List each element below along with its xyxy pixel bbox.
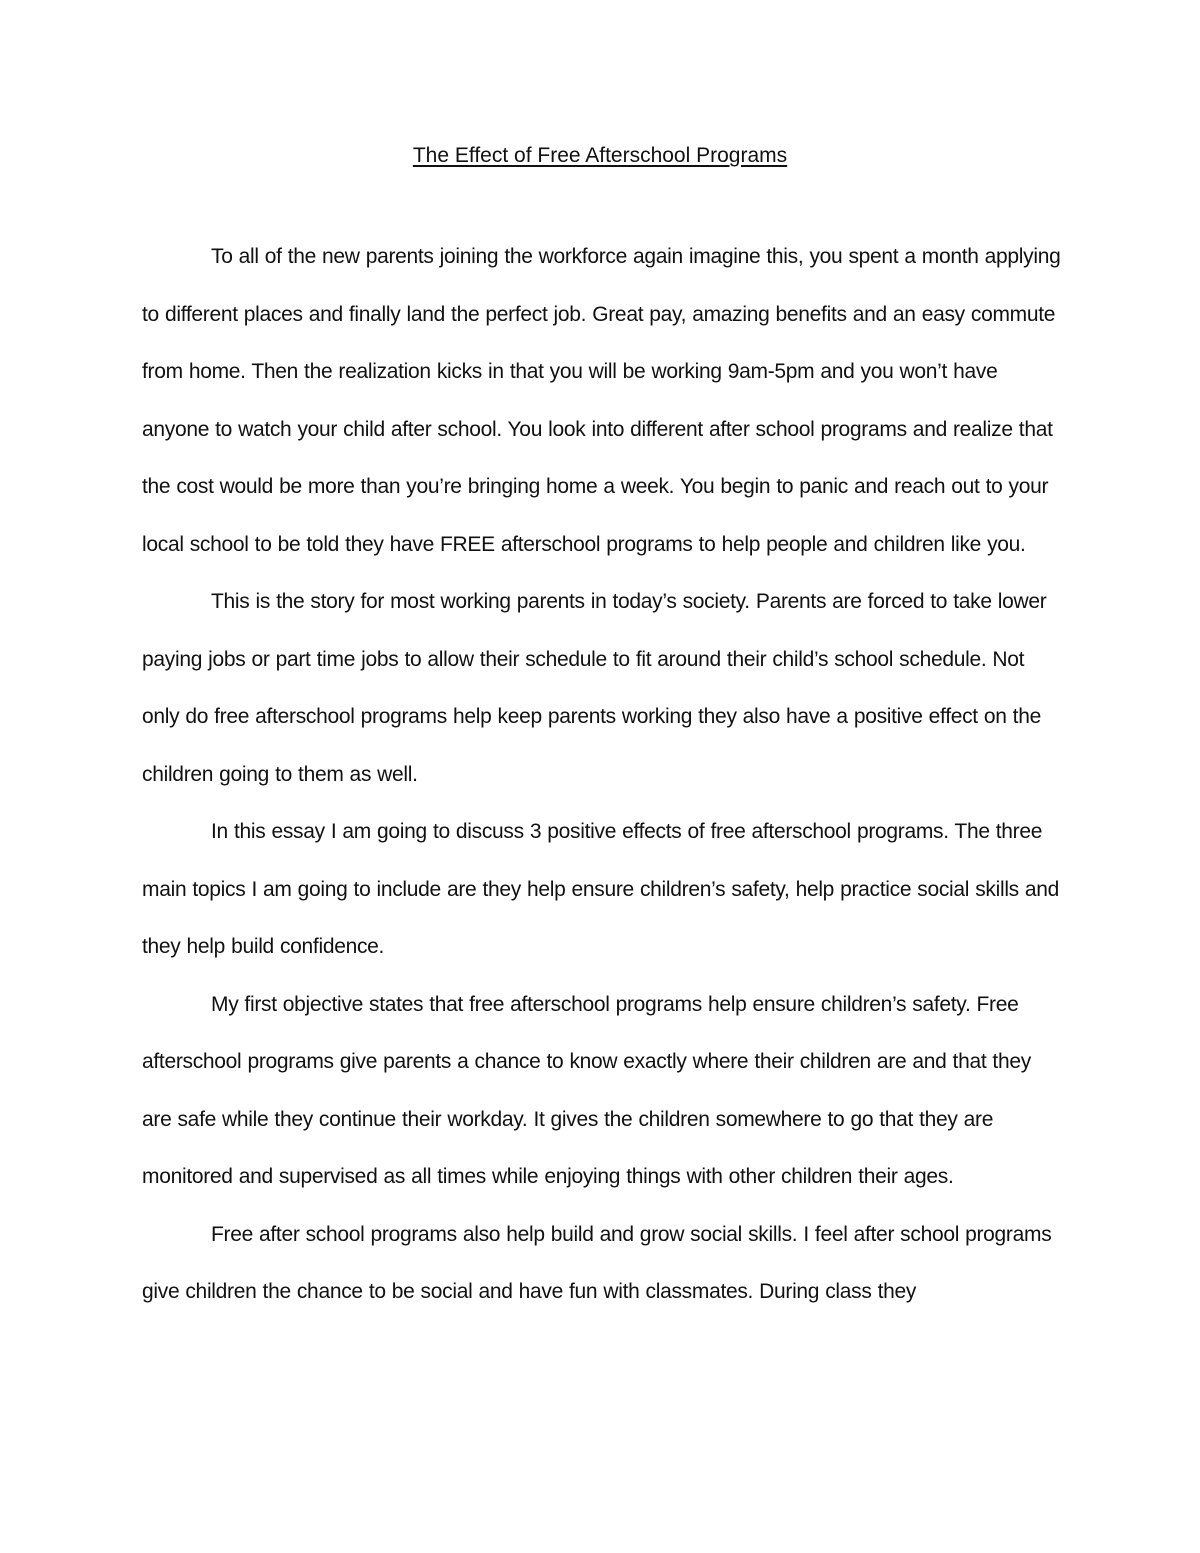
paragraph-intro: To all of the new parents joining the workforce again imagine this, you spent a month applying to different places and finally land the perfect job. Great pay, amazing benefits and an easy commute from home. Then the realization kicks in that you will be working 9am-5pm and you won’t have anyone to watch your child after school. You look into different after school programs and realize that the cost would be more than you’re bringing home a week. You begin to panic and reach out to your local school to be told they have FREE afterschool programs to help people and children like you. xyxy=(142,245,1061,556)
paragraph-working-parents: This is the story for most working parents in today’s society. Parents are forced to take lower paying jobs or part time jobs to allow their schedule to fit around their child’s school schedule. Not only do free afterschool programs help keep parents working they also have a positive effect on the children going to them as well. xyxy=(142,590,1047,786)
paragraph-thesis: In this essay I am going to discuss 3 positive effects of free afterschool programs. The three main topics I am going to include are they help ensure children’s safety, help practice social skills and they help build confidence. xyxy=(142,820,1060,958)
paragraph-safety: My first objective states that free afterschool programs help ensure children’s safety. Free afterschool programs give parents a chance to know exactly where their children are and that they are safe while they continue their workday. It gives the children somewhere to go that they are monitored and supervised as all times while enjoying things with other children their ages. xyxy=(142,992,1031,1188)
document-body xyxy=(142,228,1066,1321)
paragraph-social-skills: Free after school programs also help build and grow social skills. I feel after school programs give children the chance to be social and have fun with classmates. During class they xyxy=(142,1222,1052,1303)
document-title: The Effect of Free Afterschool Programs xyxy=(412,144,788,167)
